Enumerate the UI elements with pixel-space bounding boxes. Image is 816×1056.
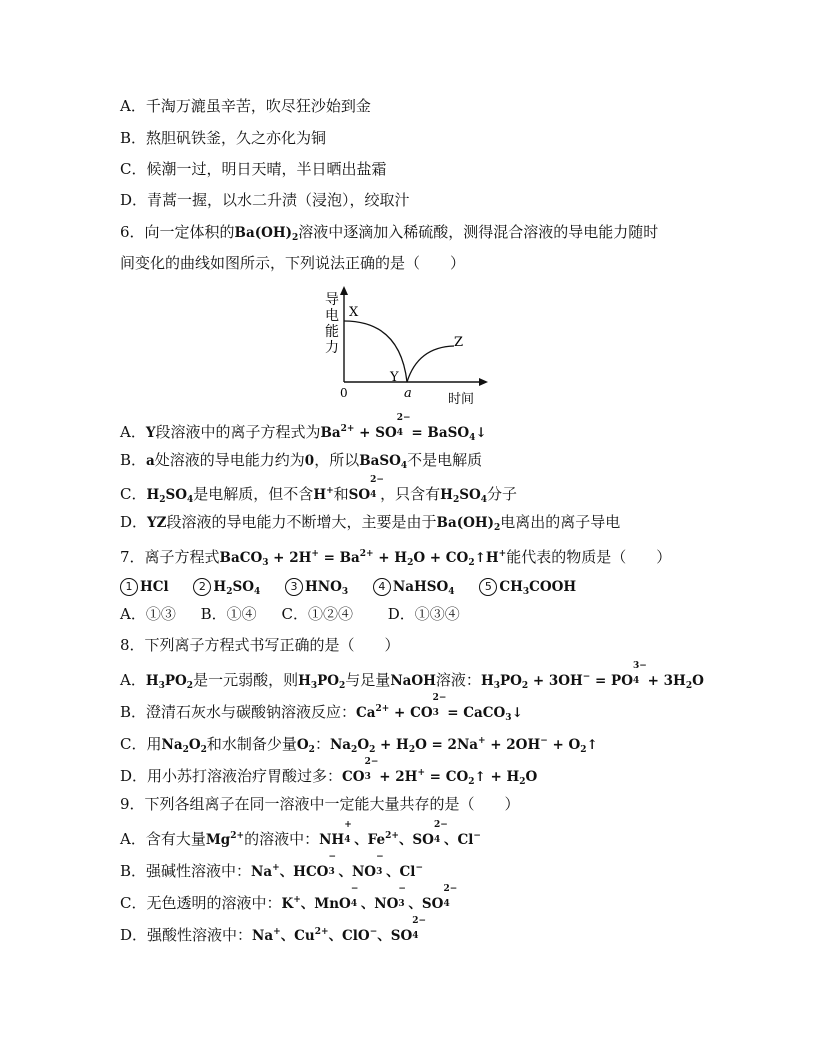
q7-option-d-label: D． bbox=[387, 605, 415, 623]
graph-xlabel: 时间 bbox=[448, 392, 475, 406]
q5-option-c: C．候潮一过，明日天晴，半日晒出盐霜 bbox=[120, 160, 387, 178]
circled-5: 5 bbox=[479, 578, 497, 596]
q7-option-a-label: A． bbox=[120, 605, 146, 623]
q9-option-b: B．强碱性溶液中：Na+、HCO − 3 、NO − 3 、Cl− bbox=[120, 852, 423, 880]
q7-option-c-value: ①②④ bbox=[307, 605, 353, 623]
q9-option-c: C．无色透明的溶液中：K+、MnO − 4 、NO − 3 、SO 2− 4 bbox=[120, 884, 458, 912]
circled-4: 4 bbox=[373, 578, 391, 596]
q8-option-d: D．用小苏打溶液治疗胃酸过多：CO 2− 3 + $2H^+ = CO_2↑ + H_2O$ bbox=[120, 757, 538, 787]
circled-3: 3 bbox=[285, 578, 303, 596]
point-y-label: Y bbox=[390, 370, 399, 385]
point-x-label: X bbox=[349, 305, 359, 320]
point-a-label: a bbox=[404, 386, 412, 401]
q8-option-a: A．$H_3PO_2$是一元弱酸，则$H_3PO_2$与足量NaOH溶液：$H_3PO_2 + 3OH^-$ = PO 3− 4 + $3H_2O$ bbox=[120, 661, 704, 691]
q7-stem: 7．离子方程式BaCO$_3$ + $2H^+ = Ba^{2+} + H_2O$ + $CO_2↑H^+$能代表的物质是（ ） bbox=[120, 548, 672, 568]
q6-stem-line1: 6．向一定体积的$Ba(OH)_2$溶液中逐滴加入稀硫酸，测得混合溶液的导电能力随时 bbox=[120, 223, 659, 243]
y-axis-arrow bbox=[340, 286, 348, 295]
q7-option-b-value: ①④ bbox=[226, 605, 257, 623]
origin-label: 0 bbox=[340, 386, 348, 400]
q8-option-c: C．用$Na_2O_2$和水制备少量$O_2$：$Na_2O_2 + H_2O = 2Na^+ + 2OH^-$ + $O_2↑$ bbox=[120, 735, 598, 755]
conductivity-graph bbox=[318, 284, 498, 406]
q7-option-d-value: ①③④ bbox=[414, 605, 460, 623]
graph-ylabel-4: 力 bbox=[325, 340, 339, 356]
q6-option-c: C．$H_2SO_4$是电解质，但不含H+和SO 2− 4 ，只含有$H_2SO_4$分子 bbox=[120, 475, 517, 505]
q6-option-d: D．YZ段溶液的导电能力不断增大，主要是由于$Ba(OH)_2$电离出的离子导电 bbox=[120, 513, 621, 533]
q7-option-c-label: C． bbox=[281, 605, 308, 623]
q6-stem-line2: 间变化的曲线如图所示，下列说法正确的是（ ） bbox=[120, 254, 466, 272]
q6-option-b: B．a处溶液的导电能力约为0，所以BaSO$_4$不是电解质 bbox=[120, 451, 483, 471]
q9-option-a: A．含有大量$Mg^{2+}$的溶液中：NH + 4 、$Fe^{2+}$、SO 2− 4 、Cl− bbox=[120, 820, 481, 848]
graph-ylabel-2: 电 bbox=[325, 308, 339, 324]
circled-2: 2 bbox=[193, 578, 211, 596]
q7-option-b-label: B． bbox=[200, 605, 227, 623]
q7-options bbox=[120, 604, 460, 624]
graph-ylabel-1: 导 bbox=[325, 292, 339, 308]
q9-option-d: D．强酸性溶液中：Na+、$Cu^{2+}$、ClO−、SO 2− 4 bbox=[120, 916, 427, 944]
q5-option-d: D．青蒿一握，以水二升渍（浸泡），绞取汁 bbox=[120, 191, 410, 209]
graph-ylabel-3: 能 bbox=[325, 324, 339, 340]
q5-option-b: B．熬胆矾铁釜，久之亦化为铜 bbox=[120, 129, 327, 147]
curve-yz bbox=[407, 346, 454, 382]
circled-1: 1 bbox=[120, 578, 138, 596]
q7-substances: 1 HCl 2 $H_2SO_4$ 3 $HNO_3$ 4 NaHSO$_4$ 5 $CH_3COOH$ bbox=[120, 576, 576, 602]
q9-stem: 9．下列各组离子在同一溶液中一定能大量共存的是（ ） bbox=[120, 795, 520, 813]
q6-option-a: A．Y段溶液中的离子方程式为$Ba^{2+}$ + SO 2− 4 = BaSO$_4$↓ bbox=[120, 413, 487, 443]
q5-option-a: A．千淘万漉虽辛苦，吹尽狂沙始到金 bbox=[120, 97, 371, 115]
q7-option-a-value: ①③ bbox=[145, 605, 176, 623]
x-axis-arrow bbox=[479, 378, 488, 386]
q8-option-b: B．澄清石灰水与碳酸钠溶液反应：$Ca^{2+}$ + CO 2− 3 = CaCO$_3$↓ bbox=[120, 693, 523, 723]
q8-stem: 8．下列离子方程式书写正确的是（ ） bbox=[120, 636, 400, 654]
point-z-label: Z bbox=[454, 335, 464, 350]
